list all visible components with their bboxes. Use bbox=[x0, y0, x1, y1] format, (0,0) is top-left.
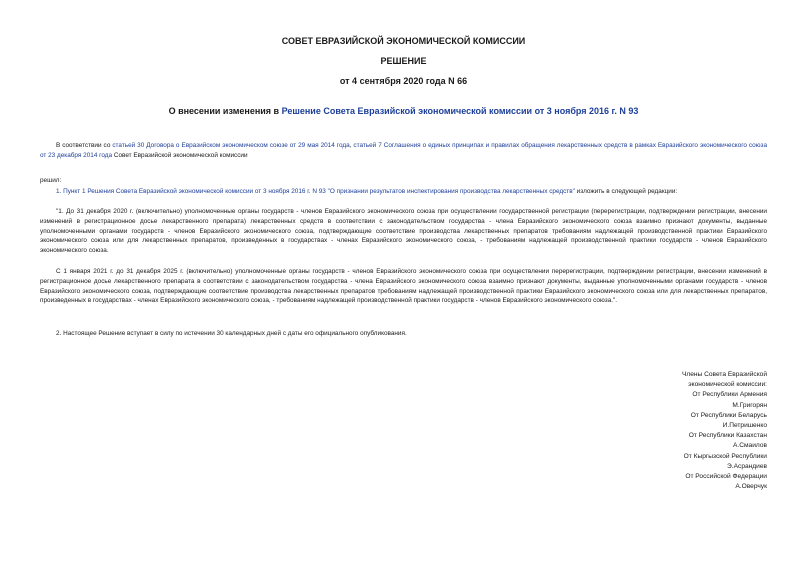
decided-label: решил: bbox=[40, 177, 62, 184]
item-2-paragraph: 2. Настоящее Решение вступает в силу по истечении 30 календарных дней с даты его официального опубликования. bbox=[56, 330, 407, 337]
member-country: От Российской Федерации bbox=[685, 473, 767, 481]
quote-paragraph-2: С 1 января 2021 г. до 31 декабря 2025 г. (включительно) уполномоченные органы государств - членов Евразийского экономического союза при осуществлении перерегистрации, подтверждении регистрации, внесении изменений в регистрационное досье лекарственного препарата в соответствии с законодательством государства - члена Евразийского экономического союза взаимно признают документы, выданные уполномоченными органами государств - членов Евразийского экономического союза, подтверждающие соответствие производства лекарственных препаратов требованиям надлежащей производственной практики Евразийского экономического союза или для лекарственных препаратов, произведенных в государствах - членах Евразийского экономического союза, - требованиям надлежащей производственной практики государств - членов Евразийского экономического союза.". bbox=[40, 268, 767, 305]
quote-paragraph-1: "1. До 31 декабря 2020 г. (включительно) уполномоченные органы государств - членов Евразийского экономического союза при осуществлении государственной регистрации (перерегистрации, подтверждении регистрации, внесении изменений в регистрационное досье лекарственного препарата) лекарственных средств в соответствии с законодательством государства - члена Евразийского экономического союза взаимно признают документы, выданные уполномоченными органами государств - членов Евразийского экономического союза, подтверждающие соответствие производства лекарственных препаратов требованиям надлежащей производственной практики Евразийского экономического союза или для лекарственных препаратов, произведенных в государствах - членах Евразийского экономического союза, - требованиям надлежащей производственной практики государств - членов Евразийского экономического союза. bbox=[40, 208, 767, 255]
agreement-article-7-link[interactable]: статьей 7 Соглашения о единых принципах и правилах обращения лекарственных средств в рамках Евразийского экономического союза от 23 декабря 2014 года bbox=[40, 142, 768, 159]
signatures-heading-line-1: Члены Совета Евразийской bbox=[681, 371, 767, 378]
signatures-heading-line-2: экономической комиссии: bbox=[688, 381, 767, 389]
member-country: От Республики Беларусь bbox=[690, 411, 767, 419]
member-name: И.Петришенко bbox=[722, 422, 767, 430]
preamble-text-3: Совет Евразийской экономической комиссии bbox=[112, 151, 248, 159]
member-name: А.Смаилов bbox=[733, 442, 767, 450]
member-country: От Кыргызской Республики bbox=[683, 452, 767, 460]
member-name: М.Григорян bbox=[732, 401, 767, 409]
item-1-rest: изложить в следующей редакции: bbox=[574, 188, 678, 195]
treaty-article-30-link[interactable]: статьей 30 Договора о Евразийском экономическом союзе от 29 мая 2014 года bbox=[112, 142, 350, 149]
document-date-number: от 4 сентября 2020 года N 66 bbox=[339, 76, 468, 86]
member-name: А.Оверчук bbox=[735, 483, 767, 491]
preamble-paragraph bbox=[40, 141, 767, 161]
item-1-paragraph bbox=[40, 187, 767, 197]
preamble-text-2: , bbox=[349, 142, 354, 149]
document-type-heading: РЕШЕНИЕ bbox=[380, 56, 427, 66]
preamble-text-1: В соответствии со bbox=[56, 142, 113, 149]
title-decision-link[interactable]: Решение Совета Евразийской экономической комиссии от 3 ноября 2016 г. N 93 bbox=[281, 106, 639, 116]
signatures-block bbox=[567, 370, 767, 492]
member-country: От Республики Армения bbox=[692, 391, 767, 399]
member-country: От Республики Казахстан bbox=[688, 432, 767, 440]
member-name: Э.Асрандиев bbox=[727, 462, 767, 470]
organization-heading: СОВЕТ ЕВРАЗИЙСКОЙ ЭКОНОМИЧЕСКОЙ КОМИССИИ bbox=[281, 36, 526, 46]
document-title bbox=[40, 106, 767, 116]
item-1-decision-link[interactable]: 1. Пункт 1 Решения Совета Евразийской экономической комиссии от 3 ноября 2016 г. N 93 "О признании результатов инспектирования производства лекарственных средств" bbox=[56, 188, 575, 195]
title-prefix: О внесении изменения в bbox=[168, 106, 282, 116]
